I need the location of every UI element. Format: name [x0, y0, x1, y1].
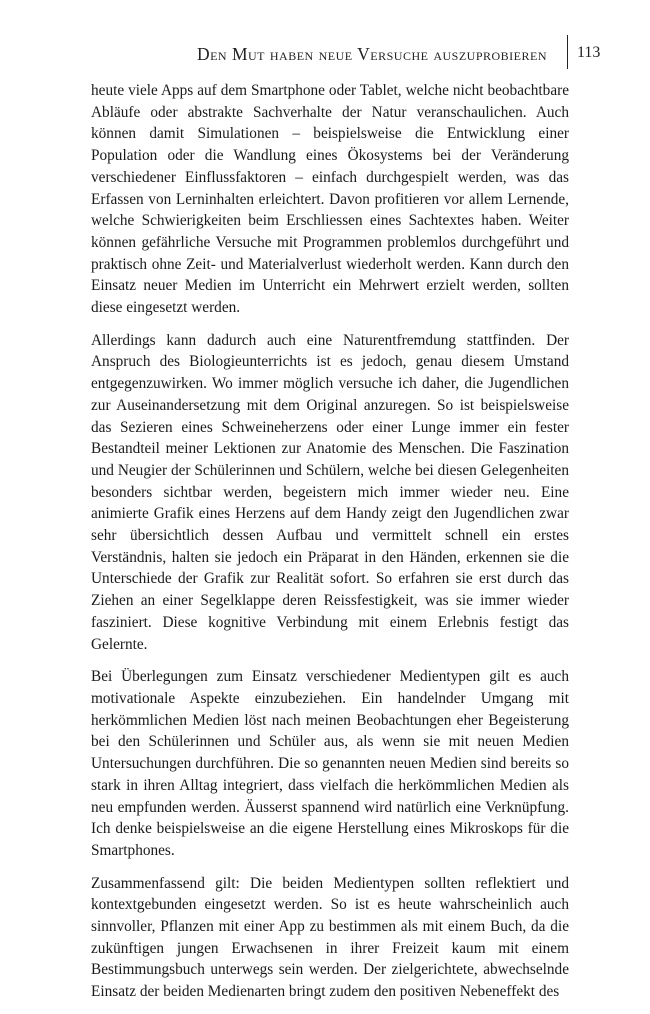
paragraph: Allerdings kann dadurch auch eine Naturentfremdung stattfinden. Der Anspruch des Biologieunterrichts ist es jedoch, genau diesem Umstand entgegenzuwirken. Wo immer möglich versuche ich daher, die Jugendlichen zur Auseinandersetzung mit dem Original anzuregen. So ist beispielsweise das Sezieren eines Schweineherzens oder einer Lunge immer ein fester Bestandteil meiner Lektionen zur Anatomie des Menschen. Die Faszination und Neugier der Schülerinnen und Schülern, welche bei diesen Gelegenheiten besonders sichtbar werden, begeistern mich immer wieder neu. Eine animierte Grafik eines Herzens auf dem Handy zeigt den Jugendlichen zwar sehr übersichtlich dessen Aufbau und vermittelt schnell ein erstes Verständnis, halten sie jedoch ein Präparat in den Händen, erkennen sie die Unterschiede der Grafik zur Realität sofort. So erfahren sie erst durch das Ziehen an einer Segelklappe deren Reissfestigkeit, was sie immer wieder fasziniert. Diese kognitive Verbindung mit einem Erlebnis festigt das Gelernte.	[91, 331, 569, 653]
header-divider	[567, 35, 568, 69]
paragraph: Zusammenfassend gilt: Die beiden Medientypen sollten reflektiert und kontextgebunden eingesetzt werden. So ist es heute wahrscheinlich auch sinnvoller, Pflanzen mit einer App zu bestimmen als mit einem Buch, da die zukünftigen jungen Erwachsenen in ihrer Freizeit kaum mit einem Bestimmungsbuch unterwegs sein werden. Der zielgerichtete, abwechselnde Einsatz der beiden Medienarten bringt zudem den positiven Nebeneffekt des	[91, 874, 569, 1001]
body-text	[91, 80, 569, 1014]
paragraph: heute viele Apps auf dem Smartphone oder Tablet, welche nicht beobachtbare Abläufe oder abstrakte Sachverhalte der Natur veranschaulichen. Auch können damit Simulationen – beispielsweise die Entwicklung einer Population oder die Wandlung eines Ökosystems bei der Veränderung verschiedener Einflussfaktoren – einfach durchgespielt werden, was das Erfassen von Lerninhalten erleichtert. Davon profitieren vor allem Lernende, welche Schwierigkeiten beim Erschliessen eines Sachtextes haben. Weiter können gefährliche Versuche mit Programmen problemlos durchgeführt und praktisch ohne Zeit- und Materialverlust wiederholt werden. Kann durch den Einsatz neuer Medien im Unterricht ein Mehrwert erzielt werden, sollten diese eingesetzt werden.	[91, 82, 569, 317]
page-number: 113	[577, 44, 601, 61]
paragraph: Bei Überlegungen zum Einsatz verschiedener Medientypen gilt es auch motivationale Aspekte einzubeziehen. Ein handelnder Umgang mit herkömmlichen Medien löst nach meinen Beobachtungen eher Begeisterung bei den Schülerinnen und Schüler aus, als wenn sie mit neuen Medien Untersuchungen durchführen. Die so genannten neuen Medien sind bereits so stark in ihren Alltag integriert, dass vielfach die herkömmlichen Medien als neu empfunden werden. Äusserst spannend wird natürlich eine Verknüpfung. Ich denke beispielsweise an die eigene Herstellung eines Mikroskops für die Smartphones.	[91, 668, 569, 859]
running-title: Den Mut haben neue Versuche auszuprobieren	[196, 44, 547, 64]
running-head	[100, 40, 565, 72]
